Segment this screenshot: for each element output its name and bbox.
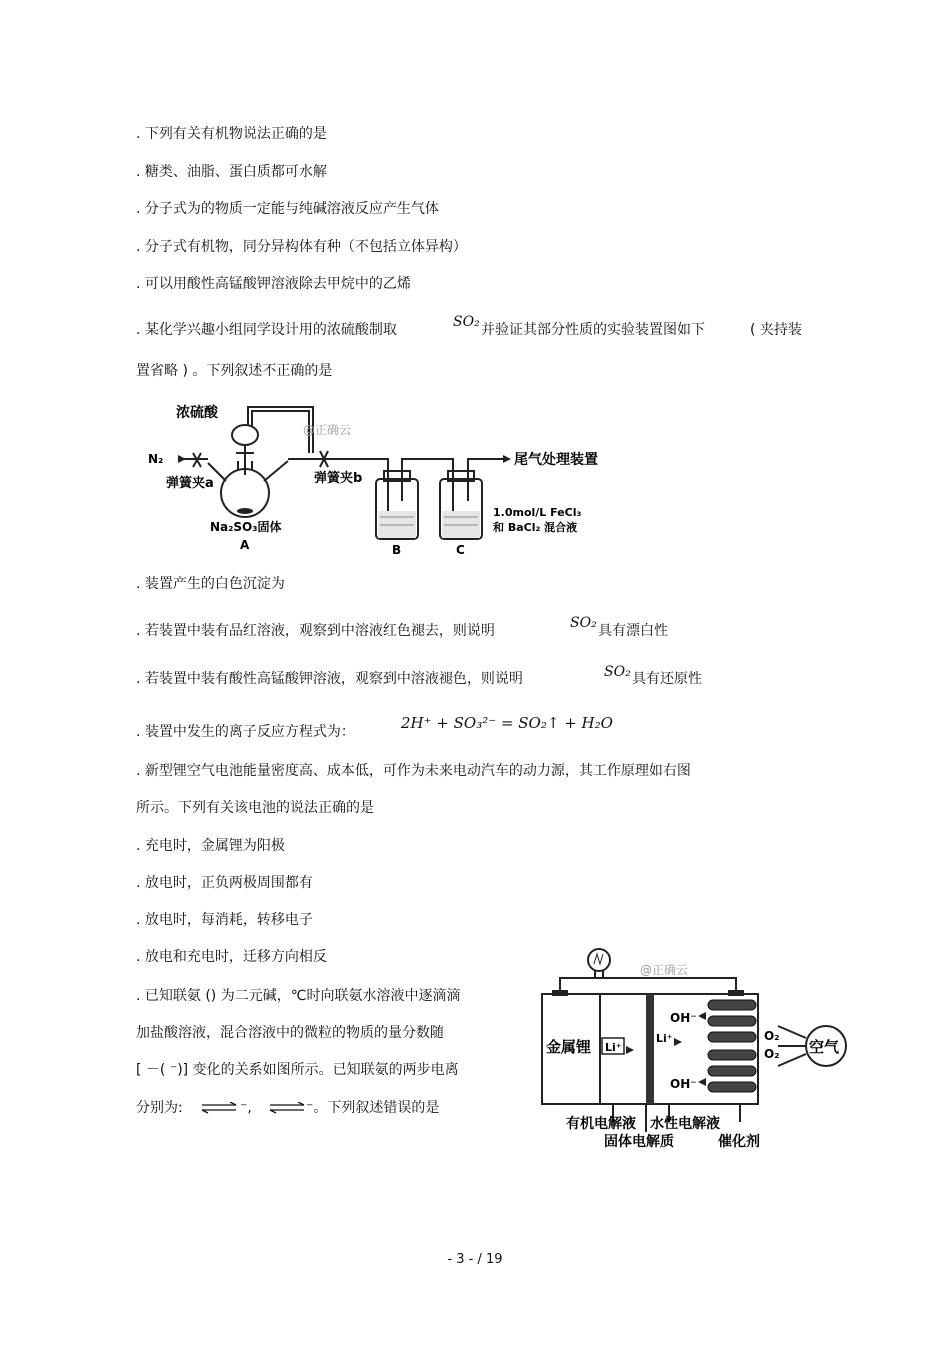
q3-option-b: . 放电时，正负两极周围都有 [136, 875, 313, 891]
label-C: C [456, 543, 465, 557]
q2-stem-part3: ( 夹持装 [750, 322, 802, 338]
label-o2-b: O₂ [764, 1047, 780, 1061]
q2-b-tail: 具有漂白性 [598, 623, 668, 639]
watermark-2: @正确云 [640, 963, 689, 977]
q1-option-c: . 分子式有机物，同分异构体有种（不包括立体异构） [136, 239, 467, 255]
label-solution-line2: 和 BaCl₂ 混合液 [493, 521, 578, 534]
q2-so2-formula: SO₂ [453, 314, 480, 330]
label-clamp-a: 弹簧夹a [166, 476, 214, 491]
label-solution-line1: 1.0mol/L FeCl₃ [493, 506, 582, 519]
equilibrium-arrow-1 [200, 1102, 238, 1114]
label-organic-electrolyte: 有机电解液 [566, 1116, 636, 1132]
q1-option-a: . 糖类、油脂、蛋白质都可水解 [136, 164, 327, 180]
q4-line3: [ －( ⁻)] 变化的关系如图所示。已知联氨的两步电离 [136, 1062, 459, 1078]
label-clamp-b: 弹簧夹b [314, 471, 363, 486]
label-oh-1: OH⁻ [670, 1011, 697, 1025]
label-n2: N₂ [148, 452, 164, 466]
q2-stem-part1: . 某化学兴趣小组同学设计用的浓硫酸制取 [136, 322, 397, 338]
label-na2so3: Na₂SO₃固体 [210, 520, 282, 534]
q1-option-b: . 分子式为的物质一定能与纯碱溶液反应产生气体 [136, 201, 439, 217]
q4-line2: 加盐酸溶液，混合溶液中的微粒的物质的量分数随 [136, 1025, 444, 1041]
q3-option-c: . 放电时，每消耗，转移电子 [136, 912, 313, 928]
label-li-ion-1: Li⁺ [605, 1041, 622, 1054]
q3-stem-line2: 所示。下列有关该电池的说法正确的是 [136, 800, 374, 816]
watermark-1: @正确云 [303, 423, 352, 437]
page-number: - 3 - / 19 [447, 1252, 503, 1267]
q1-option-d: . 可以用酸性高锰酸钾溶液除去甲烷中的乙烯 [136, 276, 411, 292]
q2-equation: 2H⁺ + SO₃²⁻ = SO₂↑ + H₂O [401, 714, 613, 732]
q2-option-c: . 若装置中装有酸性高锰酸钾溶液，观察到中溶液褪色，则说明 [136, 671, 523, 687]
q4-line4-c: ⁻。下列叙述错误的是 [306, 1100, 440, 1116]
q3-stem: . 新型锂空气电池能量密度高、成本低，可作为未来电动汽车的动力源，其工作原理如右图 [136, 763, 691, 779]
q2-option-d: . 装置中发生的离子反应方程式为： [136, 724, 355, 740]
equilibrium-arrow-2 [268, 1102, 306, 1114]
label-catalyst: 催化剂 [718, 1134, 760, 1150]
label-li-metal: 金属锂 [546, 1038, 592, 1056]
so2-apparatus-figure [148, 393, 598, 563]
label-solid-electrolyte: 固体电解质 [604, 1134, 674, 1150]
label-B: B [392, 543, 402, 557]
label-oh-2: OH⁻ [670, 1077, 697, 1091]
li-air-battery-figure [538, 942, 853, 1154]
q2-option-b: . 若装置中装有品红溶液，观察到中溶液红色褪去，则说明 [136, 623, 495, 639]
label-li-ion-2: Li⁺ [656, 1032, 673, 1045]
q4-line4-b: ⁻, [240, 1100, 252, 1116]
label-A: A [240, 538, 250, 552]
label-o2-a: O₂ [764, 1029, 780, 1043]
q2-option-a: . 装置产生的白色沉淀为 [136, 576, 285, 592]
label-tail-gas: 尾气处理装置 [514, 452, 598, 468]
q2-c-tail: 具有还原性 [632, 671, 702, 687]
label-air: 空气 [809, 1038, 840, 1056]
q2-stem-line2: 置省略 ) 。下列叙述不正确的是 [136, 363, 333, 379]
q1-stem: . 下列有关有机物说法正确的是 [136, 126, 327, 142]
label-aqueous-electrolyte: 水性电解液 [650, 1116, 720, 1132]
q2-stem-part2: 并验证其部分性质的实验装置图如下 [481, 322, 705, 338]
label-conc-acid: 浓硫酸 [176, 405, 218, 421]
q4-line4-a: 分别为: [136, 1100, 183, 1116]
q3-option-a: . 充电时，金属锂为阳极 [136, 838, 285, 854]
q2-c-so2: SO₂ [604, 664, 631, 680]
q4-line1: . 已知联氨 () 为二元碱，℃时向联氨水溶液中逐滴滴 [136, 988, 461, 1004]
q3-option-d: . 放电和充电时，迁移方向相反 [136, 949, 327, 965]
q2-b-so2: SO₂ [570, 615, 597, 631]
